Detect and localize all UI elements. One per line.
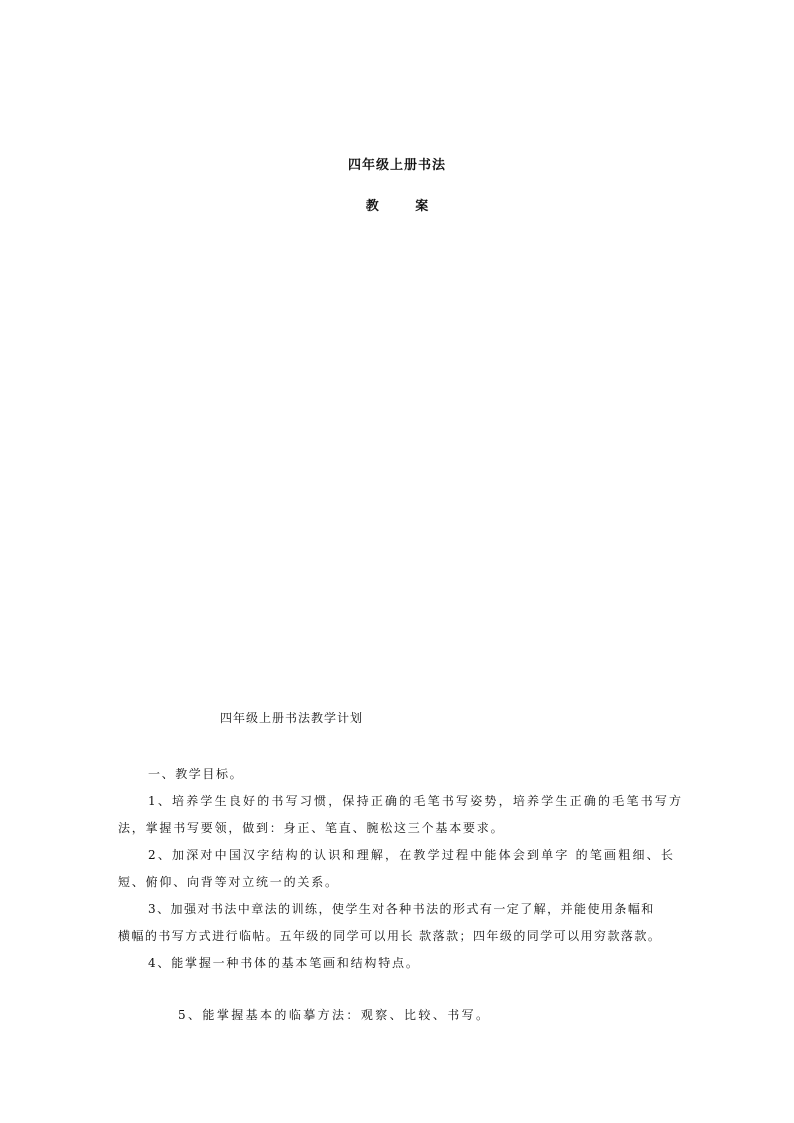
objective-4: 4、能掌握一种书体的基本笔画和结构特点。 bbox=[148, 956, 420, 970]
cover-subtitle: 教 案 bbox=[365, 199, 445, 214]
plan-title: 四年级上册书法教学计划 bbox=[220, 711, 364, 725]
objective-5: 5、能掌握基本的临摹方法：观察、比较、书写。 bbox=[178, 1008, 491, 1022]
objective-2-line-2: 短、俯仰、向背等对立统一的关系。 bbox=[118, 875, 339, 889]
objective-2-line-1: 2、加深对中国汉字结构的认识和理解，在教学过程中能体会到单字 的笔画粗细、长 bbox=[148, 848, 676, 862]
objective-3-line-2: 横幅的书写方式进行临帖。五年级的同学可以用长 款落款；四年级的同学可以用穷款落款。 bbox=[118, 929, 662, 943]
section-heading-objectives: 一、教学目标。 bbox=[148, 767, 244, 781]
objective-1-line-2: 法，掌握书写要领，做到：身正、笔直、腕松这三个基本要求。 bbox=[118, 821, 505, 835]
objective-1-line-1: 1、培养学生良好的书写习惯，保持正确的毛笔书写姿势，培养学生正确的毛笔书写方 bbox=[148, 794, 684, 808]
cover-title: 四年级上册书法 bbox=[347, 158, 446, 173]
objective-3-line-1: 3、加强对书法中章法的训练，使学生对各种书法的形式有一定了解，并能使用条幅和 bbox=[148, 902, 655, 916]
